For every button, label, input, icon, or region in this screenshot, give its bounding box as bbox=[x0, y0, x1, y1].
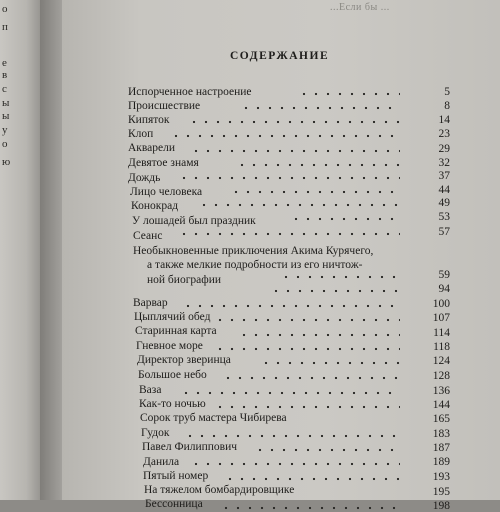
margin-fragment: в bbox=[2, 69, 8, 81]
toc-leader-dots bbox=[198, 203, 400, 207]
toc-page-number: 29 bbox=[438, 143, 450, 155]
toc-leader-dots bbox=[298, 92, 400, 96]
toc-page-number: 107 bbox=[432, 312, 450, 324]
toc-entry-title: Необыкновенные приключения Акима Курячего, bbox=[133, 245, 374, 257]
toc-entry-title: Цыплячий обед bbox=[134, 311, 211, 323]
margin-fragment: ю bbox=[2, 156, 11, 168]
toc-entry-title: Клоп bbox=[128, 128, 154, 140]
toc-leader-dots bbox=[222, 376, 400, 380]
toc-entry-title: Большое небо bbox=[138, 369, 207, 381]
margin-fragment: у bbox=[2, 124, 8, 136]
toc-leader-dots bbox=[178, 176, 400, 180]
toc-page-number: 5 bbox=[444, 86, 450, 98]
toc-leader-dots bbox=[214, 318, 400, 322]
toc-leader-dots bbox=[236, 163, 400, 167]
toc-page-number: 44 bbox=[438, 184, 450, 196]
bleed-through-text: ...Если бы ... bbox=[330, 2, 390, 13]
toc-entry-title: Лицо человека bbox=[130, 186, 203, 198]
toc-page-number: 14 bbox=[438, 114, 450, 126]
toc-page-number: 53 bbox=[438, 211, 450, 223]
margin-fragment: о bbox=[2, 138, 8, 150]
toc-leader-dots bbox=[240, 106, 400, 110]
toc-leader-dots bbox=[254, 448, 400, 452]
toc-entry-title: Испорченное настроение bbox=[128, 86, 252, 98]
margin-fragment: с bbox=[2, 83, 7, 95]
toc-entry-title: Происшествие bbox=[128, 100, 201, 112]
toc-page-number: 165 bbox=[432, 413, 450, 425]
toc-leader-dots bbox=[190, 149, 400, 153]
toc-leader-dots bbox=[214, 405, 400, 409]
toc-leader-dots bbox=[178, 232, 400, 236]
toc-entry-title: Гневное море bbox=[136, 340, 203, 352]
toc-entry-title: Сеанс bbox=[133, 230, 163, 242]
toc-leader-dots bbox=[290, 217, 400, 221]
toc-entry-title: У лошадей был праздник bbox=[132, 215, 256, 227]
toc-entry-title: Дождь bbox=[128, 172, 161, 184]
toc-page-number: 193 bbox=[432, 471, 450, 483]
toc-entry-title: Данила bbox=[143, 456, 180, 468]
toc-page-number: 195 bbox=[432, 486, 450, 498]
toc-entry-title: Пятый номер bbox=[143, 470, 209, 482]
toc-entry-title: Директор зверинца bbox=[137, 354, 231, 366]
page-title: СОДЕРЖАНИЕ bbox=[230, 50, 330, 62]
toc-leader-dots bbox=[214, 347, 400, 351]
toc-entry-title: Павел Филиппович bbox=[142, 441, 238, 453]
margin-fragment: о bbox=[2, 3, 8, 15]
toc-page-number: 198 bbox=[432, 500, 450, 512]
toc-leader-dots bbox=[224, 477, 400, 481]
toc-page-number: 189 bbox=[432, 456, 450, 468]
toc-page-number: 59 bbox=[438, 269, 450, 281]
toc-page-number: 183 bbox=[432, 428, 450, 440]
toc-page-number: 118 bbox=[433, 341, 450, 353]
toc-leader-dots bbox=[280, 275, 400, 279]
toc-page-number: 100 bbox=[432, 298, 450, 310]
toc-page-number: 49 bbox=[438, 197, 450, 209]
toc-leader-dots bbox=[188, 120, 400, 124]
toc-entry-title: Старинная карта bbox=[135, 325, 217, 337]
toc-leader-dots bbox=[238, 333, 400, 337]
toc-entry-title: Девятое знамя bbox=[128, 157, 199, 169]
toc-page-number: 8 bbox=[444, 100, 450, 112]
toc-entry-title: На тяжелом бомбардировщике bbox=[144, 484, 295, 496]
toc-leader-dots bbox=[190, 462, 400, 466]
toc-leader-dots bbox=[230, 190, 400, 194]
toc-leader-dots bbox=[220, 506, 400, 510]
toc-leader-dots bbox=[182, 304, 400, 308]
toc-page-number: 144 bbox=[432, 399, 450, 411]
toc-page-number: 136 bbox=[432, 385, 450, 397]
toc-entry-title: Кипяток bbox=[128, 114, 170, 126]
margin-fragment: п bbox=[2, 21, 8, 33]
toc-entry-title: Конокрад bbox=[131, 200, 179, 212]
toc-page-number: 128 bbox=[432, 370, 450, 382]
toc-entry-title: Акварели bbox=[128, 142, 176, 154]
toc-page-number: 94 bbox=[438, 283, 450, 295]
toc-entry-title: а также мелкие подробности из его ничтож- bbox=[147, 259, 363, 271]
toc-entry-title: Гудок bbox=[141, 427, 170, 439]
toc-leader-dots bbox=[170, 134, 400, 138]
toc-page-number: 32 bbox=[438, 157, 450, 169]
toc-leader-dots bbox=[180, 391, 400, 395]
toc-entry-title: Как-то ночью bbox=[139, 398, 206, 410]
toc-entry-title: Варвар bbox=[133, 297, 168, 309]
toc-leader-dots bbox=[260, 361, 400, 365]
margin-fragment: е bbox=[2, 57, 7, 69]
toc-page-number: 114 bbox=[433, 327, 450, 339]
toc-page-number: 57 bbox=[438, 226, 450, 238]
toc-entry-title: Бессонница bbox=[145, 498, 203, 510]
toc-entry-title: ной биографии bbox=[147, 274, 222, 286]
margin-fragment: ы bbox=[2, 110, 10, 122]
toc-page-number: 187 bbox=[432, 442, 450, 454]
margin-fragment: ы bbox=[2, 97, 10, 109]
toc-entry-title: Сорок труб мастера Чибирева bbox=[140, 412, 287, 424]
toc-page-number: 124 bbox=[432, 355, 450, 367]
toc-leader-dots bbox=[184, 434, 400, 438]
toc-leader-dots bbox=[270, 289, 400, 293]
toc-entry-title: Ваза bbox=[139, 384, 162, 396]
toc-page-number: 23 bbox=[438, 128, 450, 140]
toc-page-number: 37 bbox=[438, 170, 450, 182]
